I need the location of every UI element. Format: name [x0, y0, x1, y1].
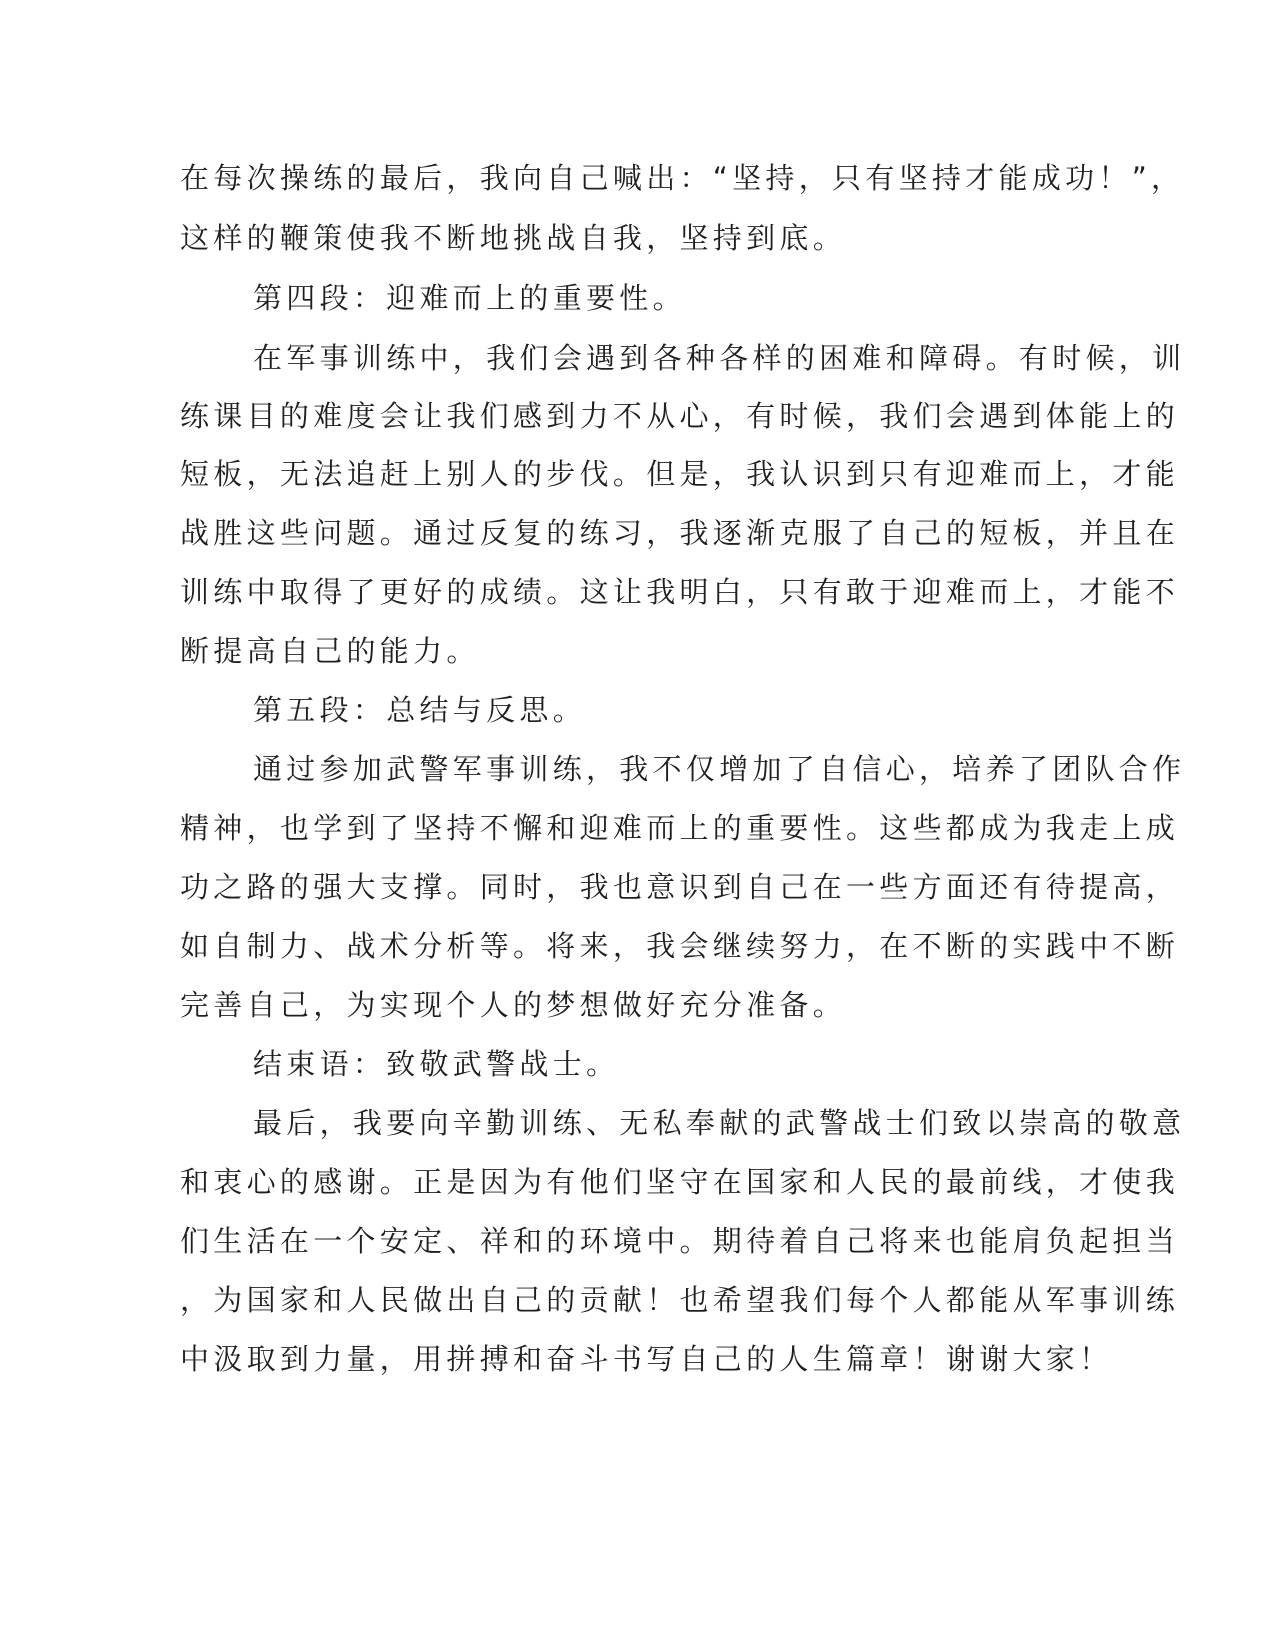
paragraph-line: 中汲取到力量，用拼搏和奋斗书写自己的人生篇章！谢谢大家！ — [180, 1342, 1113, 1376]
paragraph-line: 战胜这些问题。通过反复的练习，我逐渐克服了自己的短板，并且在 — [180, 516, 1180, 550]
paragraph-line: 完善自己，为实现个人的梦想做好充分准备。 — [180, 988, 847, 1022]
paragraph-line: 在军事训练中，我们会遇到各种各样的困难和障碍。有时候，训 — [253, 341, 1186, 375]
section-heading: 第五段：总结与反思。 — [253, 693, 587, 727]
paragraph-line: 在每次操练的最后，我向自己喊出：“坚持，只有坚持才能成功！”， — [180, 161, 1185, 195]
paragraph-line: ，为国家和人民做出自己的贡献！也希望我们每个人都能从军事训练 — [180, 1283, 1180, 1317]
paragraph-line: 精神，也学到了坚持不懈和迎难而上的重要性。这些都成为我走上成 — [180, 811, 1180, 845]
paragraph-line: 如自制力、战术分析等。将来，我会继续努力，在不断的实践中不断 — [180, 929, 1180, 963]
paragraph-line: 短板，无法追赶上别人的步伐。但是，我认识到只有迎难而上，才能 — [180, 457, 1180, 491]
paragraph-line: 最后，我要向辛勤训练、无私奉献的武警战士们致以崇高的敬意 — [253, 1106, 1186, 1140]
paragraph-line: 功之路的强大支撑。同时，我也意识到自己在一些方面还有待提高， — [180, 870, 1180, 904]
section-heading: 第四段：迎难而上的重要性。 — [253, 281, 686, 315]
paragraph-line: 们生活在一个安定、祥和的环境中。期待着自己将来也能肩负起担当 — [180, 1224, 1180, 1258]
paragraph-line: 通过参加武警军事训练，我不仅增加了自信心，培养了团队合作 — [253, 752, 1186, 786]
paragraph-line: 训练中取得了更好的成绩。这让我明白，只有敢于迎难而上，才能不 — [180, 575, 1180, 609]
paragraph-line: 断提高自己的能力。 — [180, 634, 480, 668]
paragraph-line: 这样的鞭策使我不断地挑战自我，坚持到底。 — [180, 221, 847, 255]
paragraph-line: 练课目的难度会让我们感到力不从心，有时候，我们会遇到体能上的 — [180, 399, 1180, 433]
section-heading: 结束语：致敬武警战士。 — [253, 1047, 620, 1081]
paragraph-line: 和衷心的感谢。正是因为有他们坚守在国家和人民的最前线，才使我 — [180, 1165, 1180, 1199]
